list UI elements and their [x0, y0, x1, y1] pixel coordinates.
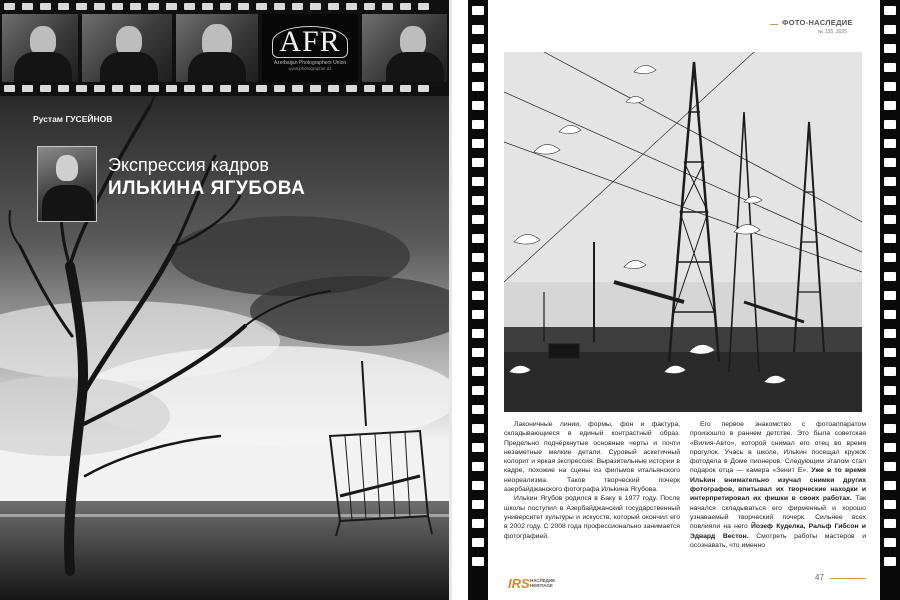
article-emphasis: Йозеф Куделка, Ральф Гибсон и Эдвард Вестон. [690, 523, 866, 540]
film-frame-photo-4 [362, 14, 447, 82]
headline-line-1: Экспрессия кадров [108, 155, 269, 175]
irs-logo-sub-2: HERITAGE [530, 583, 553, 588]
article-column-2 [690, 420, 866, 580]
irs-logo-subtitle [530, 578, 555, 588]
film-perforations-top [4, 3, 445, 11]
article-paragraph [690, 420, 866, 550]
article-paragraph: Лаконичные линии, формы, фон и фактура, складывающиеся в единый контрастный образ. Предельно подчёркнутые основные черты и почти незаметные мелкие детали. Суровый аскетичный колорит и яркая экспрессия. Выразительные истории в кадре, похожие на сцены из фильмов итальянского неореализма. Таков творческий почерк азербайджанского фотографа Ильkина Ягубова. [504, 421, 680, 494]
film-frame-photo-1 [2, 14, 78, 82]
main-photo-oil-derricks [504, 52, 862, 412]
headline-line-2: ИЛЬКИНА ЯГУБОВА [108, 178, 306, 199]
article-column-1 [504, 420, 680, 580]
article-body [504, 420, 866, 580]
film-frame-photo-3 [176, 14, 258, 82]
section-label: ФОТО-НАСЛЕДИЕ [782, 18, 853, 27]
film-strip-left [468, 0, 488, 600]
afu-logo-url: www.photographer.az [288, 65, 332, 71]
issue-label: № 135, 2025 [818, 29, 847, 35]
irs-logo: IRS [508, 576, 530, 591]
author-portrait [37, 146, 97, 222]
film-perforations-bottom [4, 85, 445, 93]
irs-logo-sub-1: НАСЛЕДИЕ [530, 578, 556, 583]
article-text: Смотреть работы мастеров и осознавать, что именно [690, 532, 866, 549]
page-number: 47 [815, 573, 824, 582]
right-page [452, 0, 900, 600]
afu-logo-org: Azerbaijan Photographers Union [273, 59, 347, 66]
page-number-rule [830, 578, 866, 579]
article-text: Его первое знакомство с фотоаппаратом произошло в раннем детстве. Это была советская «Вилия-Авто», которой снимал его отец во время прогулок. Учась в школе, Ильkин посещал кружок фотодела в Доме пионеров. Следующим этапом стал подарок отца — камера «Зенит Е». [690, 421, 866, 475]
film-strip-header [0, 0, 449, 96]
film-strip-right [880, 0, 900, 600]
article-paragraph: Ильkин Ягубов родился в Баку в 1977 году. После школы поступил в Азербайджанский государственный университет культуры и искусств, который окончил его в 2002 году. С 2008 года профессионально занимается фотографией. [504, 495, 680, 540]
article-emphasis: Уже в то время Ильkин внимательно изучал снимки других фотографов, впитывал их творческие находки и интерпретировал их фишки в своих работах. [690, 467, 866, 503]
left-page [0, 0, 449, 600]
film-frame-logo [262, 14, 358, 82]
afu-logo-mark: AFR [272, 26, 347, 58]
section-rule [770, 24, 778, 25]
article-text: Так начался складываться его фирменный и хорошо узнаваемый творческий почерк. Сильнее всех повлияли на него [690, 495, 867, 531]
film-frame-photo-2 [82, 14, 172, 82]
author-byline: Рустам ГУСЕЙНОВ [33, 114, 113, 124]
